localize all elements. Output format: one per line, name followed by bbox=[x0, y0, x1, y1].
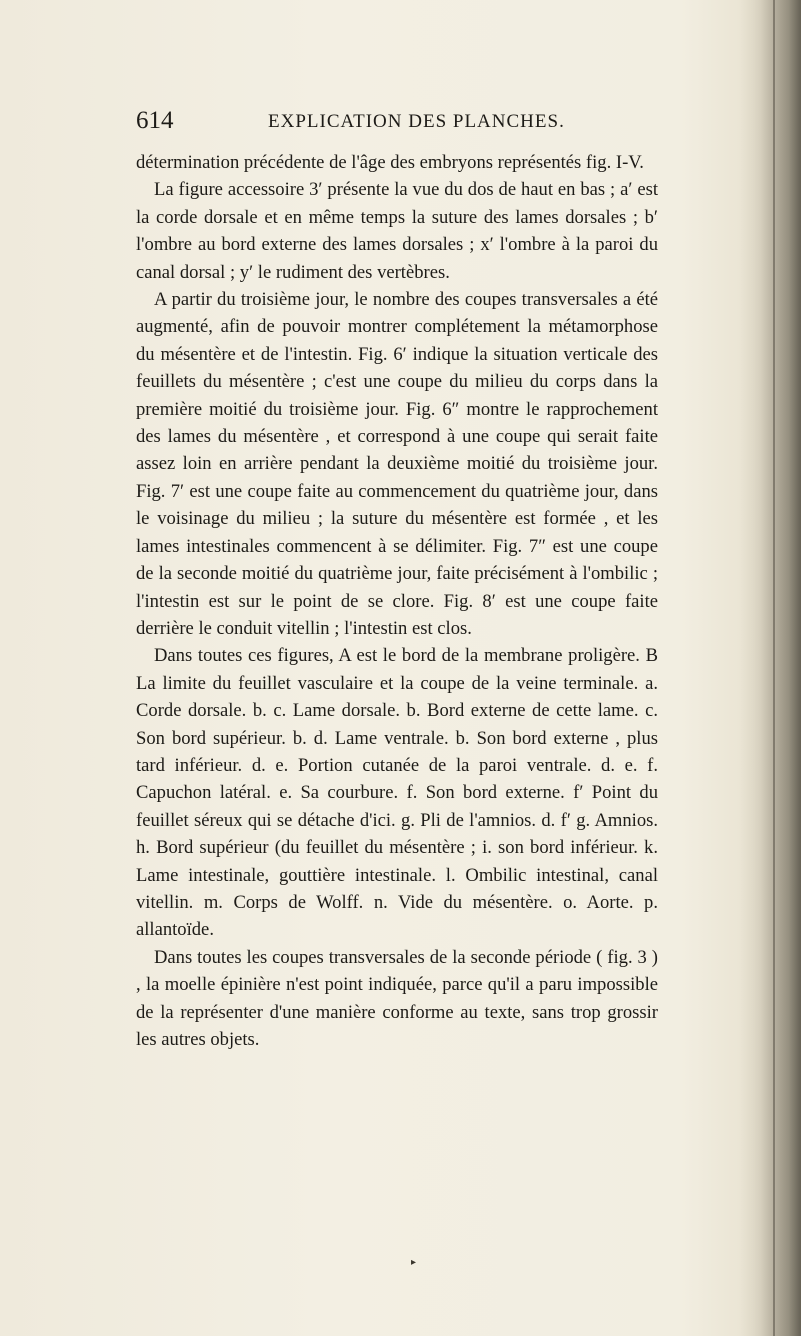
paragraph-transverse-sections: A partir du troisième jour, le nombre des coupes transversales a été augmenté, afin de pouvoir montrer complétement la métamorphose du mésentère et de l'intestin. Fig. 6′ indique la situation verticale des feuillets du mésentère ; c'est une coupe du milieu du corps dans la première moitié du troisième jour. Fig. 6″ montre le rapprochement des lames du mésentère , et correspond à une coupe qui serait faite assez loin en arrière pendant la deuxième moitié du troisième jour. Fig. 7′ est une coupe faite au commencement du quatrième jour, dans le voisinage du milieu ; la suture du mésentère est formée , et les lames intestinales commencent à se délimiter. Fig. 7″ est une coupe de la seconde moitié du quatrième jour, faite précisément à l'ombilic ; l'intestin est sur le point de se clore. Fig. 8′ est une coupe faite derrière le conduit vitellin ; l'intestin est clos. bbox=[136, 289, 658, 639]
stray-mark: ▸ bbox=[411, 1257, 417, 1268]
page-edge-shadow bbox=[739, 0, 801, 1336]
body-text bbox=[136, 149, 658, 1053]
page-edge-line bbox=[773, 0, 775, 1336]
paragraph-spinal-cord-note: Dans toutes les coupes transversales de la seconde période ( fig. 3 ) , la moelle épinière n'est point indiquée, parce qu'il a paru impossible de la représenter d'une manière conforme au texte, sans trop grossir les autres objets. bbox=[136, 946, 658, 1050]
paragraph-figure-legend: Dans toutes ces figures, A est le bord de la membrane proligère. B La limite du feuillet vasculaire et la coupe de la veine terminale. a. Corde dorsale. b. c. Lame dorsale. b. Bord externe de cette lame. c. Son bord supérieur. b. d. Lame ventrale. b. Son bord externe , plus tard inférieur. d. e. Portion cutanée de la paroi ventrale. d. e. f. Capuchon latéral. e. Sa courbure. f. Son bord externe. f′ Point du feuillet séreux qui se détache d'ici. g. Pli de l'amnios. d. f′ g. Amnios. h. Bord supérieur (du feuillet du mésentère ; i. son bord inférieur. k. Lame intestinale, gouttière intestinale. l. Ombilic intestinal, canal vitellin. m. Corps de Wolff. n. Vide du mésentère. o. Aorte. p. allantoïde. bbox=[136, 645, 658, 941]
page-header bbox=[136, 106, 656, 138]
paragraph-accessory-figure: La figure accessoire 3′ présente la vue du dos de haut en bas ; a′ est la corde dorsale et en même temps la suture des lames dorsales ; b′ l'ombre au bord externe des lames dorsales ; x′ l'ombre à la paroi du canal dorsal ; y′ le rudiment des vertèbres. bbox=[136, 179, 658, 283]
running-head: EXPLICATION DES PLANCHES. bbox=[268, 111, 565, 132]
page-number: 614 bbox=[136, 107, 174, 134]
paragraph-continuation: détermination précédente de l'âge des embryons représentés fig. I-V. bbox=[136, 152, 644, 173]
